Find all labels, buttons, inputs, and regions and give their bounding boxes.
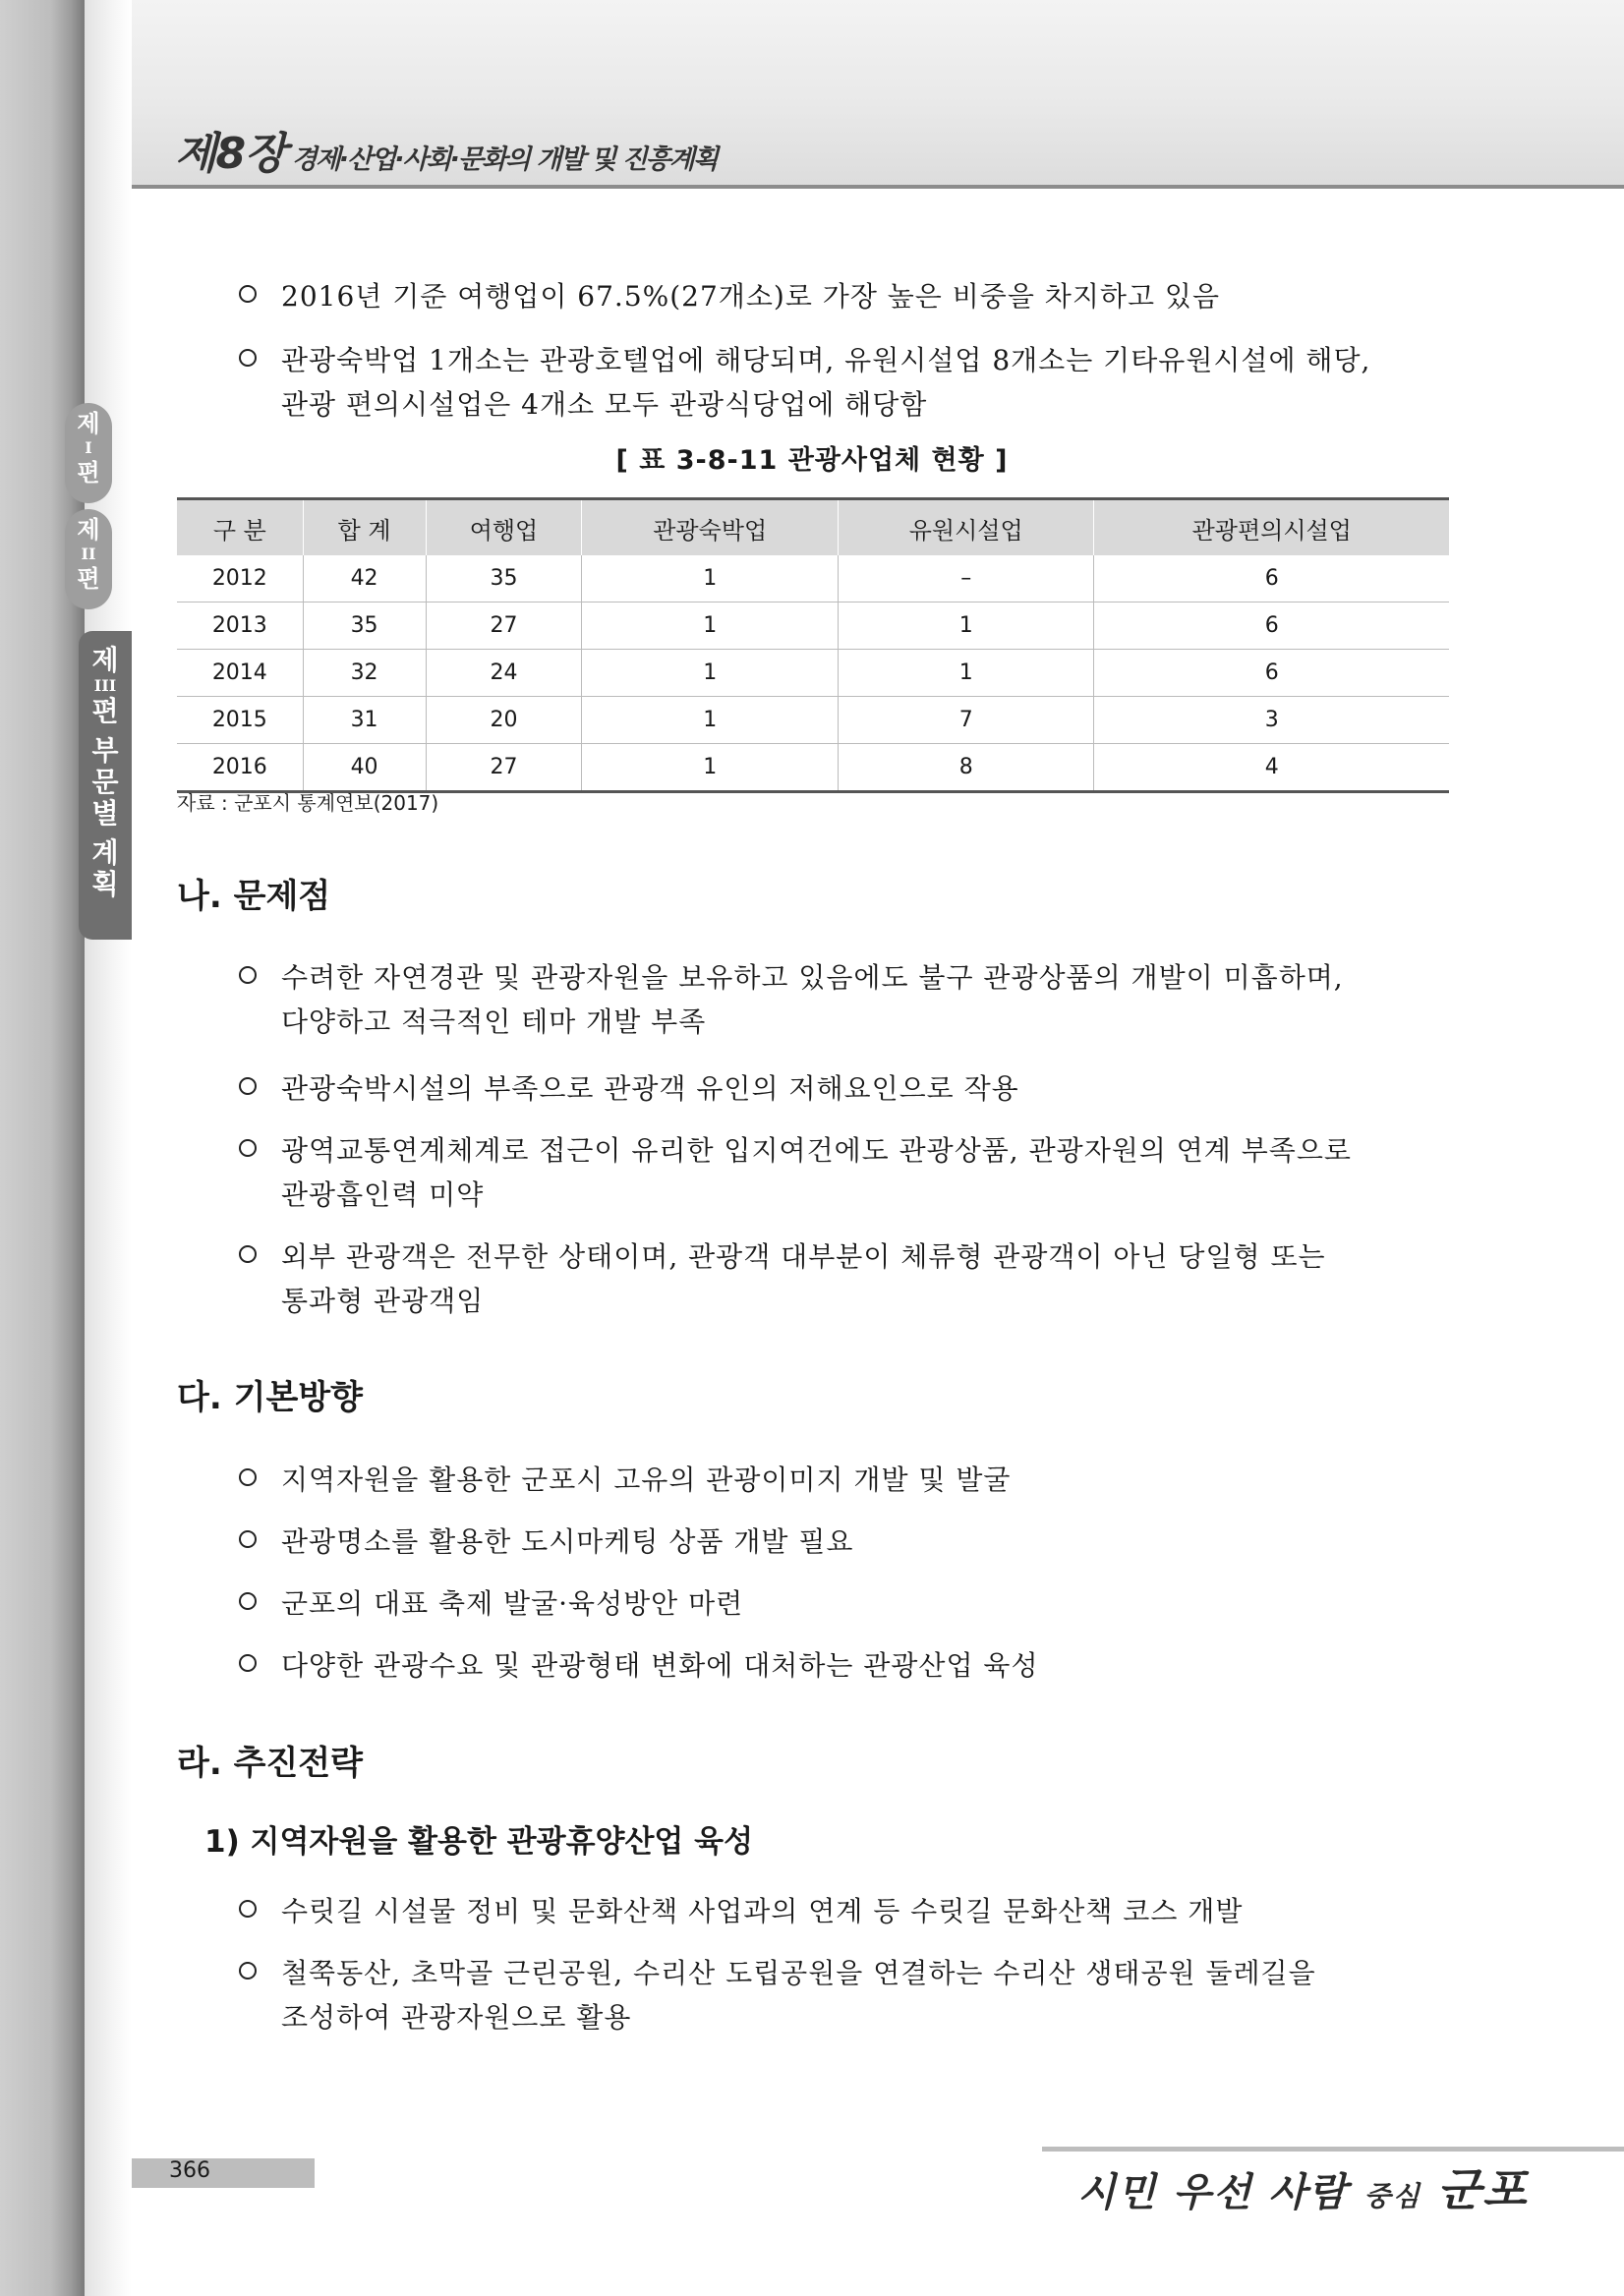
table-cell: 2015	[177, 697, 303, 744]
table-header-cell: 관광편의시설업	[1094, 499, 1449, 556]
side-tab-glyph: 편	[91, 695, 119, 727]
subsection-heading-1: 1) 지역자원을 활용한 관광휴양산업 육성	[204, 1824, 754, 1860]
problems-bullet-1-line-2: 다양하고 적극적인 테마 개발 부족	[281, 1005, 707, 1038]
table-cell: 24	[426, 650, 582, 697]
table-cell: 27	[426, 603, 582, 650]
table-row	[177, 603, 1449, 650]
side-tab-glyph: 부	[91, 734, 119, 767]
table-cell: 27	[426, 744, 582, 792]
table-cell: 40	[303, 744, 426, 792]
side-tab-glyph: 별	[91, 797, 119, 830]
problems-bullet-3-line-1: 광역교통연계체계로 접근이 유리한 입지여건에도 관광상품, 관광자원의 연계 부족으로	[281, 1134, 1352, 1167]
table-cell: 6	[1094, 603, 1449, 650]
chapter-number: 제8장	[175, 129, 286, 179]
table-cell: 6	[1094, 650, 1449, 697]
table-caption: [ 표 3-8-11 관광사업체 현황 ]	[615, 445, 1009, 476]
table-cell: 1	[582, 603, 839, 650]
table-header-cell: 유원시설업	[838, 499, 1094, 556]
chapter-title: 경제·산업·사회·문화의 개발 및 진흥계획	[291, 144, 717, 175]
city-slogan-logo	[1077, 2154, 1529, 2219]
table-row	[177, 697, 1449, 744]
strategy-bullet-1: 수릿길 시설물 정비 및 문화산책 사업과의 연계 등 수릿길 문화산책 코스 개발	[281, 1895, 1244, 1927]
table-header-row	[177, 499, 1449, 556]
table-cell: 2014	[177, 650, 303, 697]
direction-bullet-2: 관광명소를 활용한 도시마케팅 상품 개발 필요	[281, 1525, 854, 1558]
side-tab-label: 편	[77, 459, 100, 487]
left-margin-strip	[0, 0, 85, 2296]
direction-bullet-4: 다양한 관광수요 및 관광형태 변화에 대처하는 관광산업 육성	[281, 1649, 1039, 1682]
header-rule	[132, 185, 1624, 189]
left-margin-shade	[85, 0, 132, 2296]
table-cell: 42	[303, 555, 426, 603]
side-tab-part-2[interactable]	[65, 509, 112, 609]
table-cell: 1	[582, 555, 839, 603]
table-cell: 1	[838, 603, 1094, 650]
table-source-note: 자료 : 군포시 통계연보(2017)	[177, 791, 439, 815]
table-header-cell: 여행업	[426, 499, 582, 556]
footer-page-band	[132, 2158, 315, 2188]
intro-bullet-2-line-2: 관광 편의시설업은 4개소 모두 관광식당업에 해당함	[281, 388, 928, 421]
table-row	[177, 744, 1449, 792]
table-cell: 31	[303, 697, 426, 744]
table-cell: 4	[1094, 744, 1449, 792]
page-number: 366	[169, 2158, 210, 2183]
side-tab-label: 편	[77, 565, 100, 593]
table-cell: 8	[838, 744, 1094, 792]
table-row	[177, 555, 1449, 603]
footer-rule	[1042, 2147, 1624, 2152]
table-cell: 6	[1094, 555, 1449, 603]
table-cell: 3	[1094, 697, 1449, 744]
table-cell: 1	[582, 744, 839, 792]
table-cell: 2016	[177, 744, 303, 792]
table-cell: 1	[582, 650, 839, 697]
table-cell: –	[838, 555, 1094, 603]
intro-bullet-1: 2016년 기준 여행업이 67.5%(27개소)로 가장 높은 비중을 차지하고 있음	[281, 280, 1220, 313]
direction-bullet-1: 지역자원을 활용한 군포시 고유의 관광이미지 개발 및 발굴	[281, 1464, 1012, 1496]
table-header-cell: 관광숙박업	[582, 499, 839, 556]
table-cell: 1	[582, 697, 839, 744]
slogan-part-2: 중심	[1363, 2180, 1421, 2212]
direction-bullet-3: 군포의 대표 축제 발굴·육성방안 마련	[281, 1587, 744, 1620]
section-heading-strategy: 라. 추진전략	[177, 1744, 363, 1783]
side-tab-glyph: 획	[91, 868, 119, 900]
side-tab-label: 제	[77, 410, 100, 437]
table-cell: 1	[838, 650, 1094, 697]
table-cell: 2013	[177, 603, 303, 650]
problems-bullet-2: 관광숙박시설의 부족으로 관광객 유인의 저해요인으로 작용	[281, 1072, 1019, 1105]
strategy-bullet-2-line-2: 조성하여 관광자원으로 활용	[281, 2001, 632, 2034]
side-tab-numeral: I	[85, 438, 92, 457]
table-row	[177, 650, 1449, 697]
problems-bullet-1-line-1: 수려한 자연경관 및 관광자원을 보유하고 있음에도 불구 관광상품의 개발이 미흡하며,	[281, 961, 1344, 994]
slogan-part-1: 시민 우선 사람	[1077, 2170, 1349, 2215]
side-tab-numeral: II	[81, 545, 96, 563]
tourism-business-table	[177, 497, 1449, 793]
table-cell: 20	[426, 697, 582, 744]
section-heading-direction: 다. 기본방향	[177, 1378, 363, 1417]
side-tab-vertical-label	[79, 696, 132, 900]
side-tab-part-3[interactable]	[79, 631, 132, 940]
problems-bullet-3-line-2: 관광흡인력 미약	[281, 1178, 485, 1211]
side-tab-glyph: 문	[91, 766, 119, 798]
table-cell: 2012	[177, 555, 303, 603]
table-cell: 35	[426, 555, 582, 603]
slogan-part-3: 군포	[1436, 2163, 1529, 2216]
intro-bullet-2-line-1: 관광숙박업 1개소는 관광호텔업에 해당되며, 유원시설업 8개소는 기타유원시설에 해당,	[281, 344, 1371, 376]
side-tab-glyph: 계	[91, 836, 119, 869]
chapter-heading	[175, 118, 717, 181]
table-cell: 35	[303, 603, 426, 650]
problems-bullet-4-line-2: 통과형 관광객임	[281, 1285, 485, 1317]
problems-bullet-4-line-1: 외부 관광객은 전무한 상태이며, 관광객 대부분이 체류형 관광객이 아닌 당일형 또는	[281, 1240, 1326, 1273]
side-tab-label: 제	[91, 644, 119, 676]
table-header-cell: 합 계	[303, 499, 426, 556]
table-header-cell: 구 분	[177, 499, 303, 556]
table-cell: 32	[303, 650, 426, 697]
strategy-bullet-2-line-1: 철쭉동산, 초막골 근린공원, 수리산 도립공원을 연결하는 수리산 생태공원 둘레길을	[281, 1957, 1316, 1989]
side-tab-numeral: III	[93, 676, 117, 695]
side-tab-label: 제	[77, 516, 100, 544]
section-heading-problems: 나. 문제점	[177, 877, 331, 916]
table-cell: 7	[838, 697, 1094, 744]
